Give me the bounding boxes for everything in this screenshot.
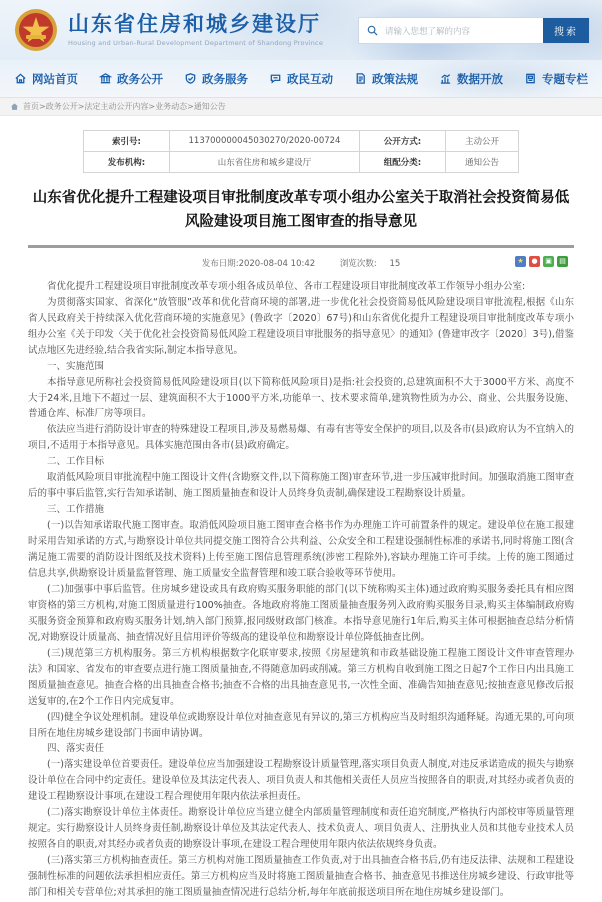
site-header [0, 0, 602, 60]
nav-label: 政务公开 [117, 71, 163, 86]
share-qq-icon[interactable]: ▤ [557, 256, 568, 267]
search-button[interactable]: 搜索 [543, 18, 589, 43]
meta-label-open-type: 公开方式: [360, 131, 446, 152]
article-paragraph: (三)规范第三方机构服务。第三方机构根据数字化联审要求,按照《房屋建筑和市政基础设施工程施工图设计文件审查管理办法》和国家、省发布的审查要点进行施工图质量抽查,不得随意加码或削减。第三方机构自收到施工图之日起7个工作日内出具施工图质量抽查意见。抽查合格的出具抽查合格书;抽查不合格的出具抽查意见书,一次性全面、准确告知抽查意见;按抽查意见修改后报送复审的,在2个工作日内完成复审。 [28, 647, 574, 707]
article-paragraph: (四)健全争议处理机制。建设单位或勘察设计单位对抽查意见有异议的,第三方机构应当及时组织沟通释疑。沟通无果的,可向项目所在地住房城乡建设部门书面申请协调。 [28, 711, 574, 739]
nav-item-interaction[interactable] [269, 71, 333, 87]
views-label: 浏览次数: [339, 258, 377, 269]
search-bar [358, 17, 590, 44]
article-body [28, 279, 574, 901]
article-paragraph: 依法应当进行消防设计审查的特殊建设工程项目,涉及易燃易爆、有毒有害等安全保护的项目,以及各市(县)政府认为不宜纳入的项目,不适用于本指导意见。具体实施范围由各市(县)政府确定。 [28, 424, 574, 452]
nav-label: 专题专栏 [542, 71, 588, 86]
breadcrumb-bar [0, 97, 602, 116]
meta-label-issuer: 发布机构: [84, 152, 170, 173]
article-paragraph: 四、落实责任 [47, 743, 105, 755]
article-paragraph: 为贯彻落实国家、省深化“放管服”改革和优化营商环境的部署,进一步优化社会投资简易低风险建设项目审批流程,根据《山东省人民政府关于持续深入优化营商环境的实施意见》(鲁政字〔2020〕67号)和山东省优化提升工程建设项目审批制度改革专项小组办公室《关于印发〈关于优化社会投资简易低风险工程建设项目审批服务的指导意见〉的通知》(鲁建审改字〔2020〕3号),借鉴试点地区先进经验,结合我省实际,制定本指导意见。 [28, 296, 574, 356]
nav-item-home[interactable] [14, 71, 78, 87]
share-weibo-icon[interactable]: ● [529, 256, 540, 267]
article-paragraph: 省优化提升工程建设项目审批制度改革专项小组各成员单位、各市工程建设项目审批制度改革工作领导小组办公室: [47, 280, 526, 292]
share-favorite-icon[interactable]: ★ [515, 256, 526, 267]
site-subtitle: Housing and Urban-Rural Development Department of Shandong Province [68, 38, 324, 47]
nav-item-gov-open[interactable] [99, 71, 163, 87]
views-count: 15 [389, 258, 401, 269]
publish-date: 发布日期:2020-08-04 10:42 [201, 258, 316, 269]
home-icon [14, 72, 27, 85]
meta-label-index: 索引号: [84, 131, 170, 152]
nav-item-gov-service[interactable] [184, 71, 248, 87]
article-page [0, 116, 602, 901]
article-paragraph: 本指导意见所称社会投资简易低风险建设项目(以下简称低风险项目)是指:社会投资的,总建筑面积不大于3000平方米、高度不大于24米,且地下不超过一层、建筑面积不大于1000平方米,功能单一、技术要求简单,建筑物性质为办公、商业、公共服务设施、普通仓库、标准厂房等项目。 [28, 376, 574, 420]
nav-label: 网站首页 [32, 71, 78, 86]
article-paragraph: (一)以告知承诺取代施工图审查。取消低风险项目施工图审查合格书作为办理施工许可前置条件的规定。建设单位在施工报建时采用告知承诺的方式,与勘察设计单位共同提交施工图符合公共利益、公众安全和工程建设强制性标准的承诺书,同时将施工图(含满足施工需要的消防设计图纸及技术资料)上传至施工图信息管理系统(涉密工程除外),容缺办理施工许可手续。上传的施工图通过信息共享,供勘察设计质量监督管理、施工质量安全监督管理和竣工联合验收等环节使用。 [28, 520, 574, 579]
nav-item-open-data[interactable] [439, 71, 503, 87]
article-dateline [28, 248, 574, 275]
article-paragraph: (三)落实第三方机构抽查责任。第三方机构对施工图质量抽查工作负责,对于出具抽查合格书后,仍有违反法律、法规和工程建设强制性标准的问题依法承担相应责任。第三方机构应当及时将施工图质量抽查合格书、抽查意见书推送住房城乡建设、行政审批等部门和相关专营单位;对其承担的施工图质量抽查情况进行总结分析,每年年底前报送项目所在地住房城乡建设部门。 [28, 855, 574, 899]
nav-label: 政民互动 [287, 71, 333, 86]
government-building-icon [99, 72, 112, 85]
brand [68, 13, 323, 46]
bar-chart-icon [439, 72, 452, 85]
nav-label: 数据开放 [457, 71, 503, 86]
nav-item-policy[interactable] [354, 71, 418, 87]
nav-label: 政务服务 [202, 71, 248, 86]
share-bar [515, 256, 568, 267]
article-paragraph: 三、工作措施 [47, 504, 105, 516]
article-title: 山东省优化提升工程建设项目审批制度改革专项小组办公室关于取消社会投资简易低风险建设项目施工图审查的指导意见 [32, 190, 570, 230]
article-paragraph: 二、工作目标 [47, 456, 105, 468]
page-icon [524, 72, 537, 85]
shield-icon [184, 72, 197, 85]
nav-item-special-columns[interactable] [524, 71, 588, 87]
article-paragraph: 一、实施范围 [47, 360, 105, 372]
home-small-icon [10, 102, 19, 111]
meta-label-category: 组配分类: [360, 152, 446, 173]
main-nav [0, 60, 602, 97]
site-title: 山东省住房和城乡建设厅 [68, 12, 321, 37]
article-paragraph: (一)落实建设单位首要责任。建设单位应当加强建设工程勘察设计质量管理,落实项目负责人制度,对违反承诺造成的损失与勘察设计单位在合同中约定责任。建设单位及其法定代表人、项目负责人和其他相关责任人员应当按照各自的职责,对其经办或者负责的建设工程勘察设计事项,在建设工程合理使用年限内依法承担责任。 [28, 759, 574, 803]
share-wechat-icon[interactable]: ▣ [543, 256, 554, 267]
meta-value-issuer: 山东省住房和城乡建设厅 [170, 152, 360, 173]
breadcrumb[interactable]: 首页>政务公开>法定主动公开内容>业务动态>通知公告 [23, 102, 226, 111]
meta-value-category: 通知公告 [446, 152, 519, 173]
document-meta-table [83, 130, 519, 173]
article-paragraph: 取消低风险项目审批流程中施工图设计文件(含勘察文件,以下简称施工图)审查环节,进一步压减审批时间。加强取消施工图审查后的事中事后监管,实行告知承诺制、施工图质量抽查和设计人员终身负责制,确保建设工程勘察设计质量。 [28, 472, 574, 500]
article-paragraph: (二)落实勘察设计单位主体责任。勘察设计单位应当建立健全内部质量管理制度和责任追究制度,严格执行内部校审等质量管理规定。实行勘察设计人员终身责任制,勘察设计单位及其法定代表人、技术负责人、项目负责人、注册执业人员和其他专业技术人员按照各自的职责,对其经办或者负责的勘察设计事项,在建设工程合理使用年限内依法依规终身负责。 [28, 807, 574, 851]
chat-icon [269, 72, 282, 85]
national-emblem-logo [14, 8, 58, 52]
search-input[interactable] [385, 18, 543, 43]
document-icon [354, 72, 367, 85]
nav-label: 政策法规 [372, 71, 418, 86]
meta-value-index: 113700000045030270/2020-00724 [170, 131, 360, 152]
search-icon [359, 18, 385, 43]
article-paragraph: (二)加强事中事后监管。住房城乡建设或具有政府购买服务职能的部门(以下统称购买主体)通过政府购买服务委托具有相应图审资格的第三方机构,对施工图质量进行100%抽查。各地政府将施工图质量抽查服务列入政府购买服务目录,购买主体编制政府购买服务资金预算和政府购买服务计划,纳入部门预算,报同级财政部门核准。本指导意见施行1年后,购买主体可根据抽查总结分析情况,对勘察设计质量高、抽查情况好且信用评价等级高的建设单位和勘察设计单位降低抽查比例。 [28, 583, 574, 643]
meta-value-open-type: 主动公开 [446, 131, 519, 152]
